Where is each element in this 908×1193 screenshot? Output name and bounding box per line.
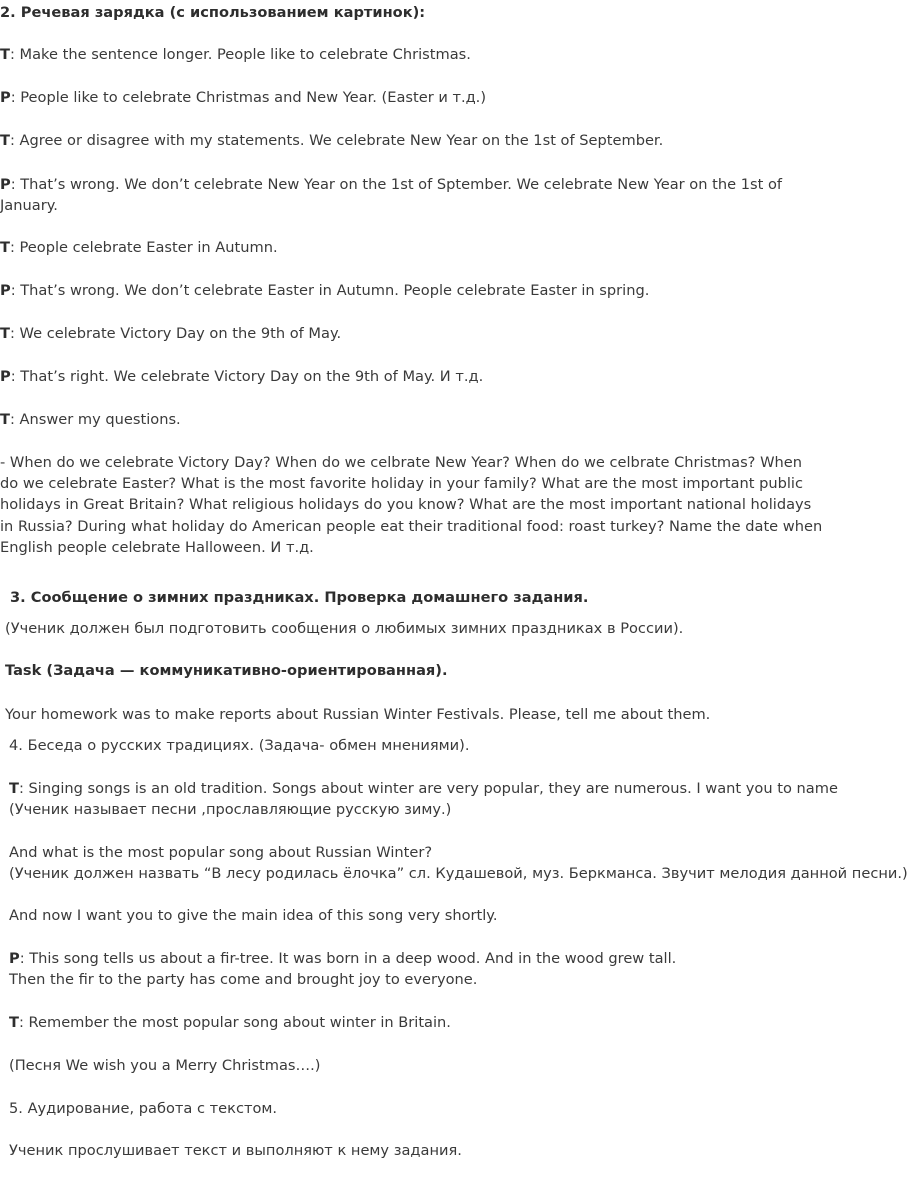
dialogue-line (0, 87, 486, 108)
line-text: : Make the sentence longer. People like to celebrate Christmas. (9, 46, 471, 63)
line-text: : Remember the most popular song about winter in Britain. (18, 1014, 451, 1031)
dialogue-line-continued: Then the fir to the party has come and brought joy to everyone. (9, 971, 478, 988)
dialogue-line (9, 948, 676, 969)
question-text: And what is the most popular song about Russian Winter? (9, 844, 433, 861)
speaker-label: P (0, 368, 11, 385)
section2-heading: 2. Речевая зарядка (с использованием картинок): (0, 4, 426, 21)
line-text: : That’s wrong. We don’t celebrate Easter in Autumn. People celebrate Easter in spring. (10, 282, 650, 299)
section4-heading: 4. Беседа о русских традициях. (Задача- обмен мнениями). (9, 737, 470, 754)
line-text: : Agree or disagree with my statements. We celebrate New Year on the 1st of September. (9, 132, 664, 149)
speaker-label: P (9, 950, 20, 967)
dialogue-line (9, 1012, 451, 1033)
dialogue-line (0, 366, 483, 387)
song-note: (Песня We wish you a Merry Christmas….) (9, 1057, 321, 1074)
section3-heading: 3. Сообщение о зимних праздниках. Проверка домашнего задания. (10, 589, 589, 606)
dialogue-line (0, 174, 782, 195)
student-note: (Ученик должен назвать “В лесу родилась ёлочка” сл. Кудашевой, муз. Беркманса. Звучит мелодия данной песни.) (9, 865, 908, 882)
line-text: : That’s right. We celebrate Victory Day on the 9th of May. И т.д. (10, 368, 484, 385)
line-text: : Answer my questions. (9, 411, 181, 428)
section5-heading: 5. Аудирование, работа с текстом. (9, 1100, 278, 1117)
dialogue-line (0, 323, 341, 344)
speaker-label: P (0, 89, 11, 106)
speaker-label: T (0, 411, 10, 428)
line-text: : People like to celebrate Christmas and New Year. (Easter и т.д.) (10, 89, 487, 106)
dialogue-line (0, 409, 181, 430)
dialogue-line-continued: January. (0, 197, 58, 214)
speaker-label: P (0, 282, 11, 299)
questions-line: English people celebrate Halloween. И т.д. (0, 539, 314, 556)
dialogue-line (9, 778, 838, 799)
questions-line: do we celebrate Easter? What is the most favorite holiday in your family? What are the most important public (0, 475, 803, 492)
questions-line: holidays in Great Britain? What religious holidays do you know? What are the most important national holidays (0, 496, 812, 513)
speaker-label: T (9, 780, 19, 797)
line-text: : We celebrate Victory Day on the 9th of May. (9, 325, 342, 342)
questions-line: in Russia? During what holiday do American people eat their traditional food: roast turkey? Name the date when (0, 518, 823, 535)
line-text: : That’s wrong. We don’t celebrate New Year on the 1st of Sptember. We celebrate New Year on the 1st of (10, 176, 783, 193)
section3-note: (Ученик должен был подготовить сообщения о любимых зимних праздниках в России). (5, 620, 684, 637)
dialogue-line (0, 237, 278, 258)
speaker-label: T (0, 132, 10, 149)
instruction-text: And now I want you to give the main idea of this song very shortly. (9, 907, 498, 924)
line-text: : This song tells us about a fir-tree. It was born in a deep wood. And in the wood grew tall. (19, 950, 677, 967)
dialogue-line (0, 280, 649, 301)
dialogue-line (0, 130, 663, 151)
speaker-label: T (0, 325, 10, 342)
speaker-label: T (0, 46, 10, 63)
line-text: : Singing songs is an old tradition. Songs about winter are very popular, they are numerous. I want you to name (18, 780, 838, 797)
dialogue-line (0, 44, 471, 65)
speaker-label: T (9, 1014, 19, 1031)
line-text: : People celebrate Easter in Autumn. (9, 239, 278, 256)
speaker-label: T (0, 239, 10, 256)
task-heading: Task (Задача — коммуникативно-ориентированная). (5, 662, 448, 679)
section5-text: Ученик прослушивает текст и выполняют к нему задания. (9, 1142, 462, 1159)
homework-text: Your homework was to make reports about Russian Winter Festivals. Please, tell me about them. (5, 706, 711, 723)
student-note: (Ученик называет песни ,прославляющие русскую зиму.) (9, 801, 452, 818)
speaker-label: P (0, 176, 11, 193)
questions-line: - When do we celebrate Victory Day? When do we celbrate New Year? When do we celbrate Christmas? When (0, 454, 802, 471)
